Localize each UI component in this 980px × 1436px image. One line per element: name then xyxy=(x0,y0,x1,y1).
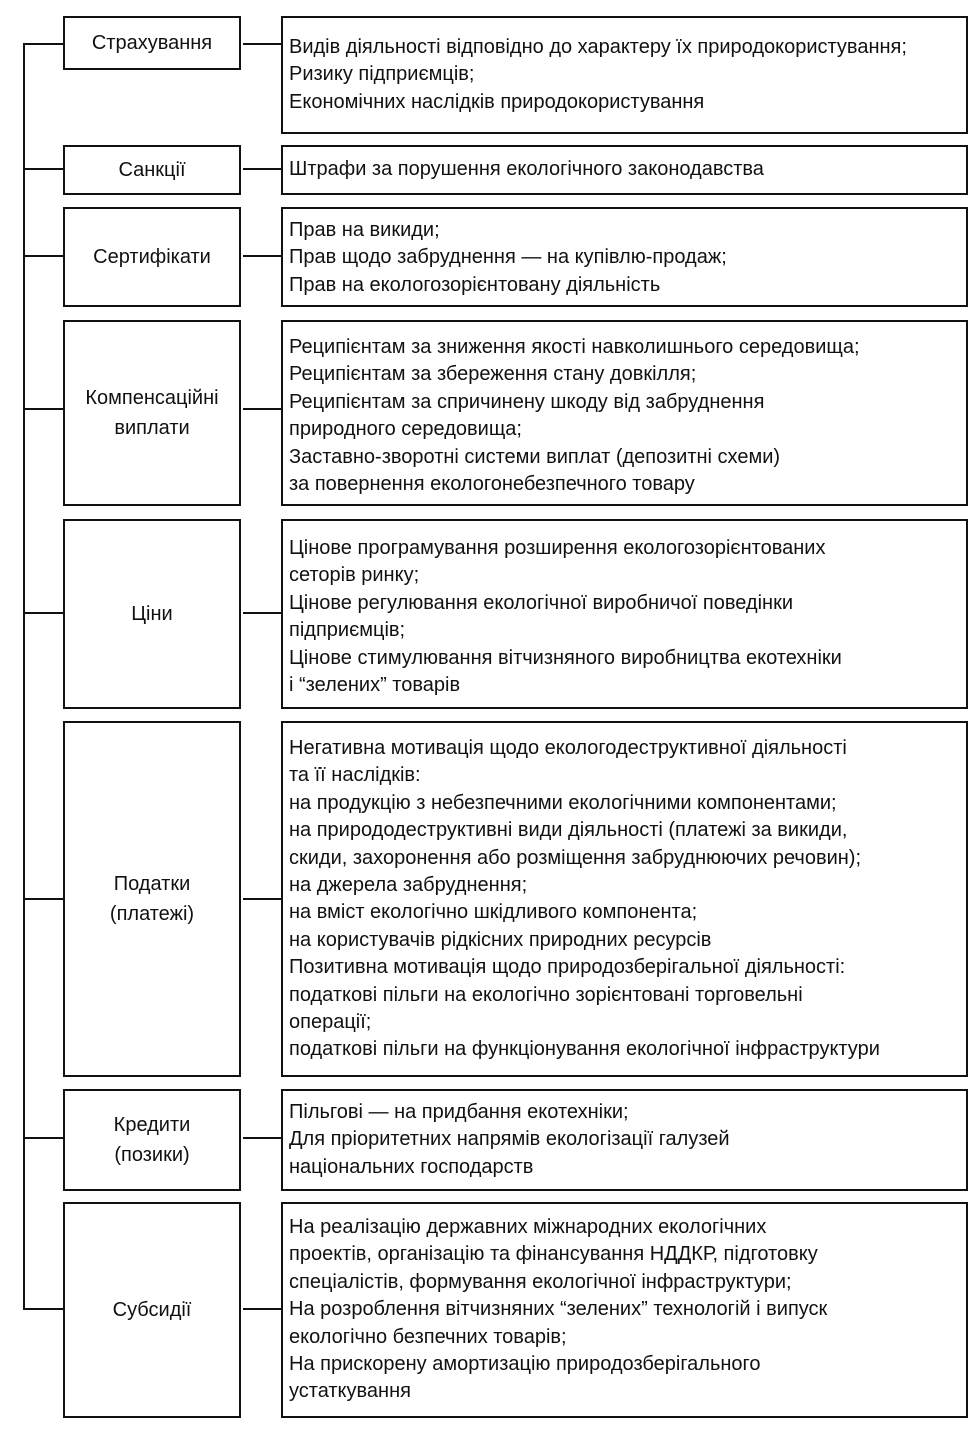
description-line: Цінове стимулювання вітчизняного виробництва екотехніки xyxy=(289,646,842,669)
connector-line xyxy=(243,1308,282,1310)
description-line: Негативна мотивація щодо екологодеструктивної діяльності xyxy=(289,737,847,759)
description-line: Позитивна мотивація щодо природозберігальної діяльності: xyxy=(289,956,846,979)
category-label: Сертифікати xyxy=(93,246,211,268)
connector-line xyxy=(243,898,282,900)
description-line: сеторів ринку; xyxy=(289,564,420,587)
description-line: на користувачів рідкісних природних ресурсів xyxy=(289,928,712,951)
branch-line xyxy=(23,1137,63,1139)
category-box xyxy=(63,1089,241,1191)
description-line: Реципієнтам за збереження стану довкілля; xyxy=(289,363,697,386)
category-label: Кредити xyxy=(113,1114,191,1136)
description-line: екологічно безпечних товарів; xyxy=(289,1325,567,1348)
branch-line xyxy=(23,255,63,257)
connector-line xyxy=(243,255,282,257)
category-label: (позики) xyxy=(114,1144,190,1166)
description-box xyxy=(281,1089,968,1191)
connector-line xyxy=(243,612,282,614)
description-line: спеціалістів, формування екологічної інфраструктури; xyxy=(289,1270,792,1293)
description-line: на продукцію з небезпечними екологічними компонентами; xyxy=(289,791,837,814)
description-line: Реципієнтам за спричинену шкоду від забруднення xyxy=(289,390,765,413)
category-label: Компенсаційні xyxy=(85,387,219,409)
description-line: Ризику підприємців; xyxy=(289,63,475,86)
description-line: На прискорену амортизацію природозберігального xyxy=(289,1353,761,1376)
description-box xyxy=(281,145,968,195)
category-box xyxy=(63,145,241,195)
description-box xyxy=(281,519,968,709)
description-line: Цінове програмування розширення екологозорієнтованих xyxy=(289,537,826,559)
category-label: Субсидії xyxy=(112,1299,192,1321)
description-line: скиди, захоронення або розміщення забруднюючих речовин); xyxy=(289,846,862,869)
connector-line xyxy=(243,43,282,45)
description-line: Пільгові — на придбання екотехніки; xyxy=(289,1101,629,1123)
description-line: і “зелених” товарів xyxy=(289,674,461,697)
description-line: операції; xyxy=(289,1011,372,1034)
description-line: проектів, організацію та фінансування НДДКР, підготовку xyxy=(289,1243,818,1266)
category-label: (платежі) xyxy=(109,903,195,925)
category-label: Санкції xyxy=(118,159,186,181)
description-line: На розроблення вітчизняних “зелених” технологій і випуск xyxy=(289,1298,828,1321)
connector-line xyxy=(243,1137,282,1139)
category-box xyxy=(63,721,241,1077)
description-line: Видів діяльності відповідно до характеру їх природокористування; xyxy=(289,36,907,58)
description-box xyxy=(281,16,968,134)
category-label: Податки xyxy=(113,873,191,895)
connector-line xyxy=(243,168,282,170)
description-line: підприємців; xyxy=(289,619,406,642)
branch-line xyxy=(23,898,63,900)
description-line: Прав щодо забруднення — на купівлю-продаж; xyxy=(289,246,727,269)
branch-line xyxy=(23,408,63,410)
category-box xyxy=(63,1202,241,1418)
description-line: Прав на екологозорієнтовану діяльність xyxy=(289,273,661,296)
category-box xyxy=(63,519,241,709)
description-box xyxy=(281,721,968,1077)
description-line: Заставно-зворотні системи виплат (депозитні схеми) xyxy=(289,445,781,468)
description-line: національних господарств xyxy=(289,1155,534,1178)
branch-line xyxy=(23,1308,63,1310)
description-line: Економічних наслідків природокористування xyxy=(289,90,705,113)
description-box xyxy=(281,207,968,307)
description-line: Прав на викиди; xyxy=(289,219,440,241)
category-label: виплати xyxy=(114,417,190,439)
connector-line xyxy=(243,408,282,410)
description-line: Штрафи за порушення екологічного законодавства xyxy=(289,158,764,180)
branch-line xyxy=(23,612,63,614)
description-line: податкові пільги на функціонування екологічної інфраструктури xyxy=(289,1038,880,1061)
category-label: Страхування xyxy=(91,32,213,54)
description-line: Реципієнтам за зниження якості навколишнього середовища; xyxy=(289,336,860,358)
branch-line xyxy=(23,168,63,170)
description-box xyxy=(281,1202,968,1418)
description-line: на джерела забруднення; xyxy=(289,874,528,897)
category-box xyxy=(63,320,241,506)
description-line: за повернення екологонебезпечного товару xyxy=(289,473,695,496)
description-line: на вміст екологічно шкідливого компонента; xyxy=(289,901,698,924)
description-line: податкові пільги на екологічно зорієнтовані торговельні xyxy=(289,983,803,1006)
branch-line xyxy=(23,43,63,45)
description-line: Цінове регулювання екологічної виробничої поведінки xyxy=(289,591,793,614)
description-line: На реалізацію державних міжнародних екологічних xyxy=(289,1216,767,1238)
description-line: устаткування xyxy=(289,1380,411,1403)
description-box xyxy=(281,320,968,506)
description-line: природного середовища; xyxy=(289,418,522,441)
description-line: та її наслідків: xyxy=(289,764,421,787)
main-vertical-connector xyxy=(23,44,25,1309)
description-line: Для пріоритетних напрямів екологізації галузей xyxy=(289,1128,730,1151)
category-box xyxy=(63,16,241,70)
category-label: Ціни xyxy=(131,603,173,625)
description-line: на природодеструктивні види діяльності (платежі за викиди, xyxy=(289,819,848,842)
category-box xyxy=(63,207,241,307)
